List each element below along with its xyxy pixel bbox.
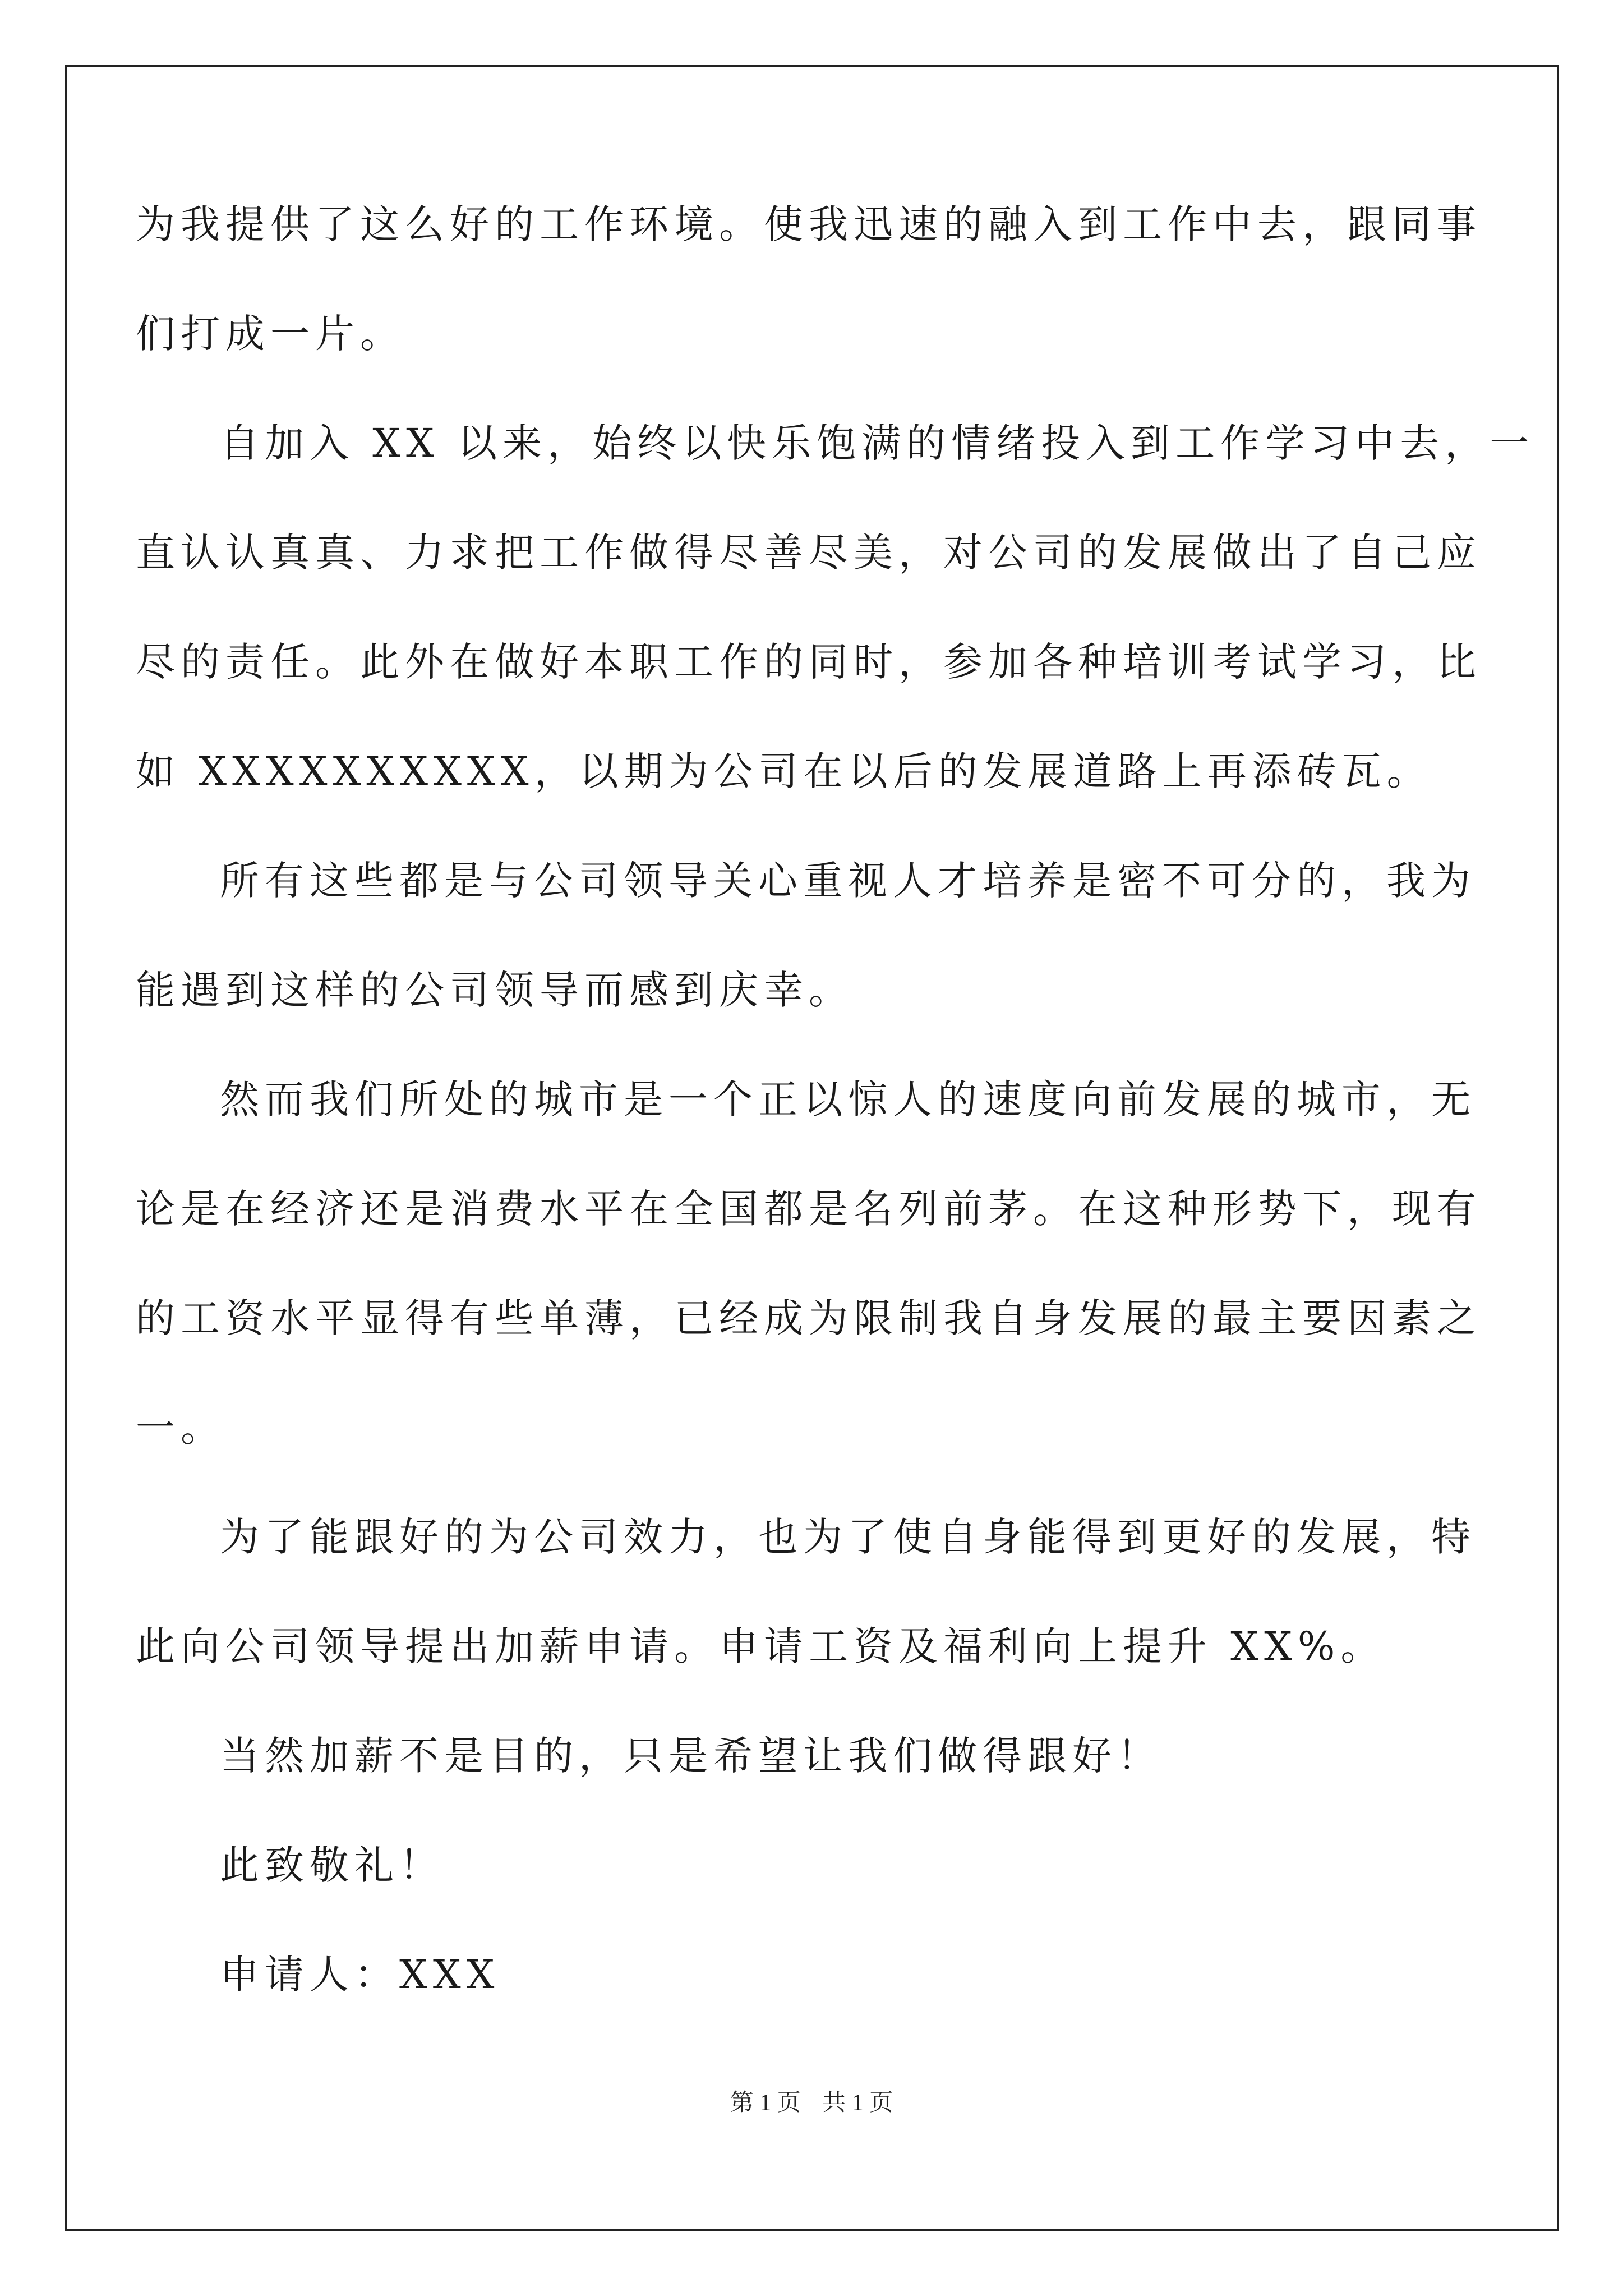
paragraph-start-line: 所有这些都是与公司领导关心重视人才培养是密不可分的，我为: [220, 858, 1476, 904]
signature-line: 申请人：XXX: [220, 1952, 500, 1998]
page-total: 共 1 页: [822, 2090, 893, 2116]
page-number: 第 1 页: [730, 2090, 801, 2116]
page-footer: [0, 2091, 1623, 2115]
body-line: 直认认真真、力求把工作做得尽善尽美，对公司的发展做出了自己应: [136, 530, 1482, 576]
paragraph-start-line: 然而我们所处的城市是一个正以惊人的速度向前发展的城市，无: [220, 1076, 1476, 1122]
paragraph-start-line: 自加入 XX 以来，始终以快乐饱满的情绪投入到工作学习中去，一: [220, 420, 1535, 466]
body-line: 一。: [136, 1405, 225, 1451]
body-line: 们打成一片。: [136, 311, 405, 357]
document-body: [136, 201, 1535, 1998]
body-line: 能遇到这样的公司领导而感到庆幸。: [136, 967, 854, 1013]
salutation-line: 此致敬礼！: [220, 1842, 444, 1888]
paragraph-start-line: 为了能跟好的为公司效力，也为了使自身能得到更好的发展，特: [220, 1514, 1476, 1560]
body-line: 为我提供了这么好的工作环境。使我迅速的融入到工作中去，跟同事: [136, 201, 1482, 247]
body-line: 论是在经济还是消费水平在全国都是名列前茅。在这种形势下，现有: [136, 1186, 1482, 1232]
body-line: 尽的责任。此外在做好本职工作的同时，参加各种培训考试学习，比: [136, 639, 1482, 685]
body-line: 的工资水平显得有些单薄，已经成为限制我自身发展的最主要因素之: [136, 1295, 1482, 1341]
body-line: 如 XXXXXXXXXX，以期为公司在以后的发展道路上再添砖瓦。: [136, 748, 1432, 794]
closing-line: 当然加薪不是目的，只是希望让我们做得跟好！: [220, 1733, 1162, 1779]
body-line: 此向公司领导提出加薪申请。申请工资及福利向上提升 XX%。: [136, 1623, 1386, 1669]
